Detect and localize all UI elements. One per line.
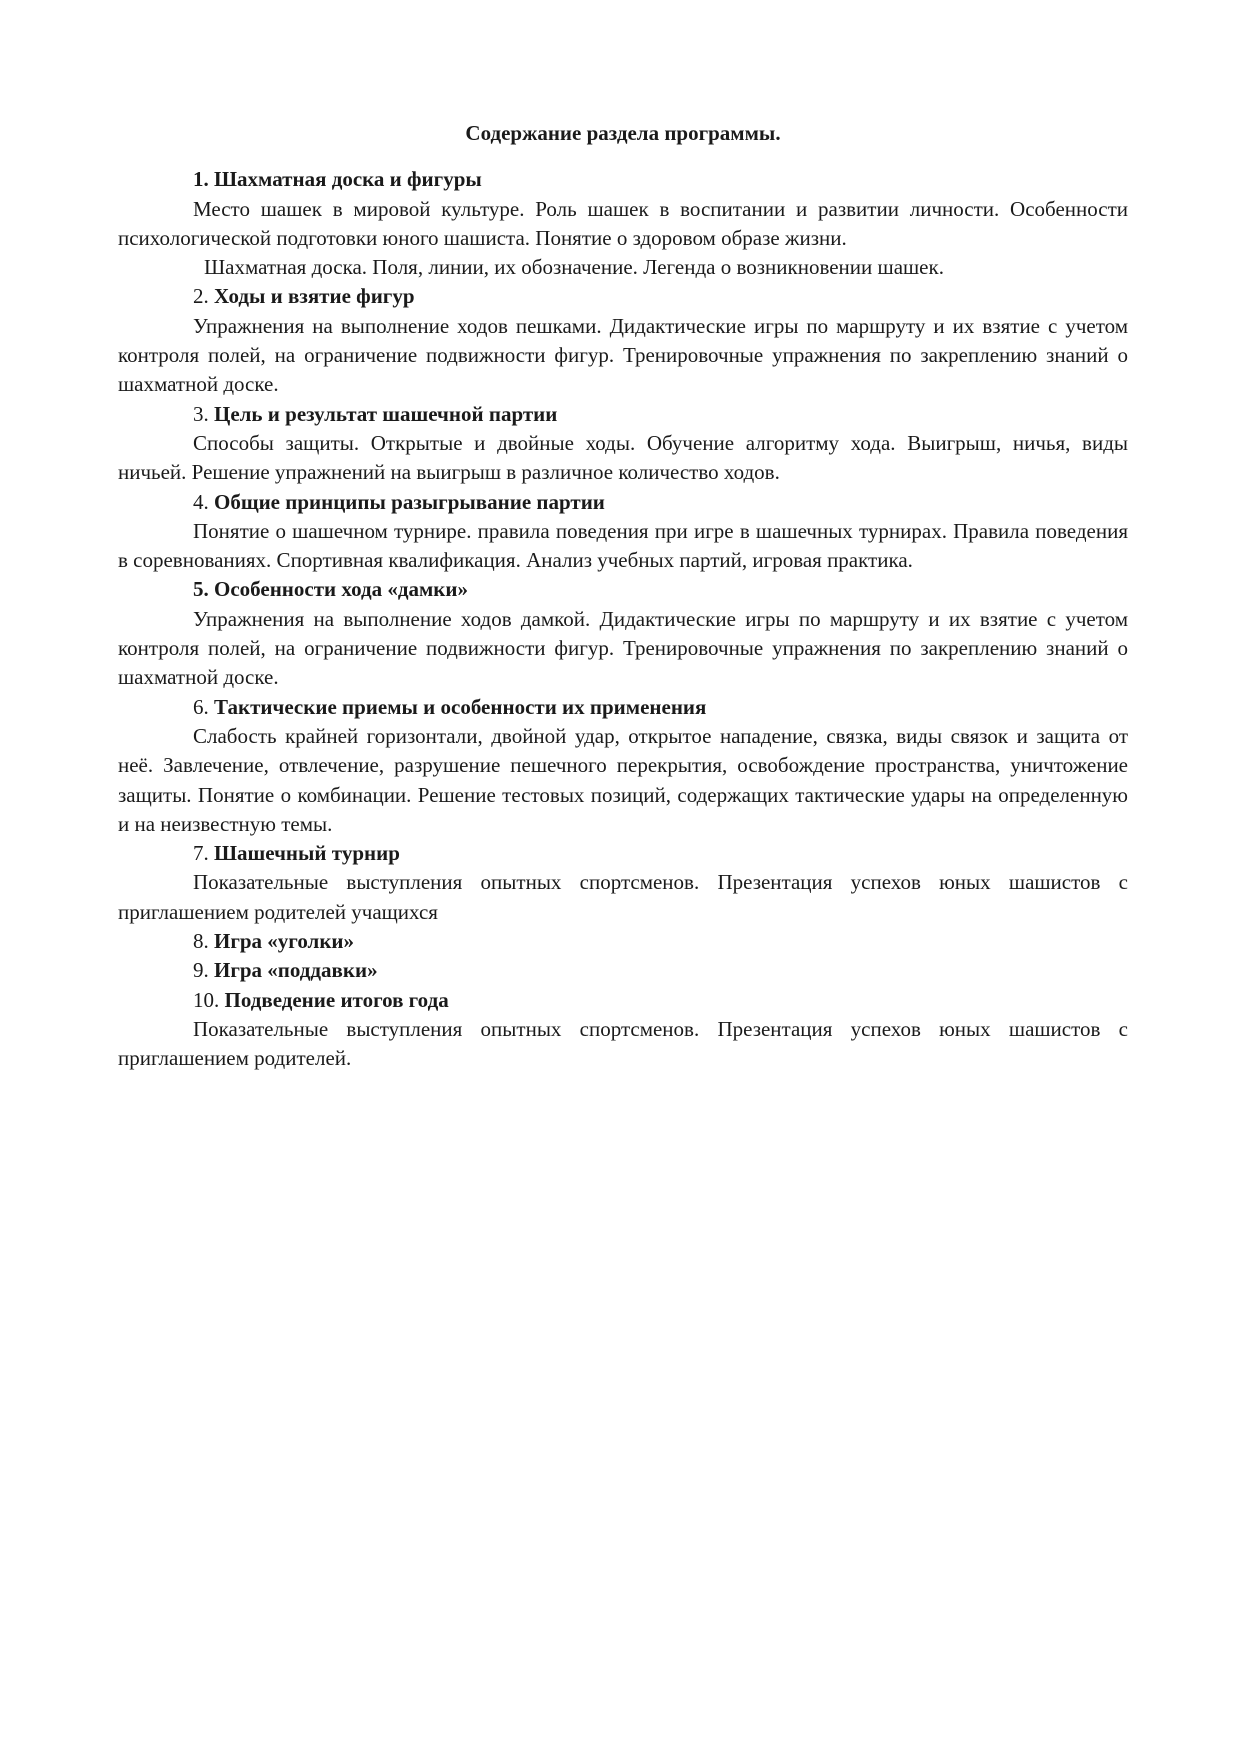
section-heading-6	[118, 693, 1128, 722]
section-number: 6.	[193, 694, 209, 719]
section-number: 4.	[193, 489, 209, 514]
section-number: 2.	[193, 284, 209, 309]
section-5-paragraph-1: Упражнения на выполнение ходов дамкой. Дидактические игры по маршруту и их взятие с учетом контроля полей, на ограничение подвижности фигур. Тренировочные упражнения по закреплению знаний о шахматной доске.	[118, 606, 1128, 690]
section-number: 5.	[193, 577, 209, 602]
section-heading-10	[118, 986, 1128, 1015]
section-title: Особенности хода «дамки»	[214, 577, 468, 602]
section-number: 7.	[193, 841, 209, 866]
section-heading-3	[118, 400, 1128, 429]
section-number: 1.	[193, 167, 209, 192]
section-heading-1	[118, 165, 1128, 194]
section-number: 10.	[193, 987, 220, 1012]
section-title: Подведение итогов года	[224, 987, 449, 1012]
section-title: Тактические приемы и особенности их применения	[214, 694, 707, 719]
section-1-paragraph-2: Шахматная доска. Поля, линии, их обозначение. Легенда о возникновении шашек.	[204, 255, 944, 280]
section-heading-9	[118, 956, 1128, 985]
section-title: Общие принципы разыгрывание партии	[214, 489, 605, 514]
section-heading-2	[118, 282, 1128, 311]
section-title: Шахматная доска и фигуры	[214, 167, 482, 192]
section-10-paragraph-1: Показательные выступления опытных спортсменов. Презентация успехов юных шашистов с приглашением родителей.	[118, 1016, 1128, 1071]
section-title: Шашечный турнир	[214, 841, 400, 866]
document-title: Содержание раздела программы.	[465, 121, 781, 145]
section-title: Игра «поддавки»	[214, 958, 378, 983]
section-1-paragraph-1: Место шашек в мировой культуре. Роль шашек в воспитании и развитии личности. Особенности психологической подготовки юного шашиста. Понятие о здоровом образе жизни.	[118, 196, 1128, 250]
section-number: 9.	[193, 958, 209, 983]
section-heading-5	[118, 575, 1128, 604]
section-3-paragraph-1: Способы защиты. Открытые и двойные ходы. Обучение алгоритму хода. Выигрыш, ничья, виды ничьей. Решение упражнений на выигрыш в различное количество ходов.	[118, 430, 1128, 485]
section-2-paragraph-1: Упражнения на выполнение ходов пешками. Дидактические игры по маршруту и их взятие с учетом контроля полей, на ограничение подвижности фигур. Тренировочные упражнения по закреплению знаний о шахматной доске.	[118, 313, 1128, 397]
section-title: Цель и результат шашечной партии	[214, 401, 558, 426]
section-4-paragraph-1: Понятие о шашечном турнире. правила поведения при игре в шашечных турнирах. Правила поведения в соревнованиях. Спортивная квалификация. Анализ учебных партий, игровая практика.	[118, 518, 1128, 573]
section-title: Ходы и взятие фигур	[214, 284, 415, 309]
document-body	[118, 119, 1128, 1074]
section-number: 3.	[193, 401, 209, 426]
section-number: 8.	[193, 929, 209, 954]
section-title: Игра «уголки»	[214, 929, 355, 954]
section-6-paragraph-1: Слабость крайней горизонтали, двойной удар, открытое нападение, связка, виды связок и защита от неё. Завлечение, отвлечение, разрушение пешечного перекрытия, освобождение пространства, уничтожение защиты. Понятие о комбинации. Решение тестовых позиций, содержащих тактические удары на определенную и на неизвестную темы.	[118, 723, 1128, 836]
section-heading-4	[118, 488, 1128, 517]
section-7-paragraph-1: Показательные выступления опытных спортсменов. Презентация успехов юных шашистов с приглашением родителей учащихся	[118, 870, 1128, 924]
section-heading-7	[118, 839, 1128, 868]
section-heading-8	[118, 927, 1128, 956]
